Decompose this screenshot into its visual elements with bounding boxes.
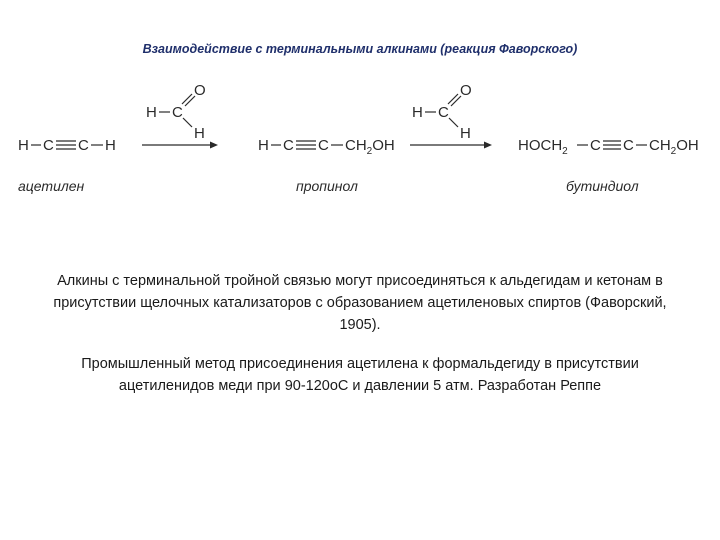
- acetylene-h-right: H: [105, 137, 116, 154]
- acetylene-c1: C: [43, 137, 54, 154]
- reagent1-h: H: [146, 104, 157, 121]
- slide-title: Взаимодействие с терминальными алкинами (реакция Фаворского): [142, 42, 578, 56]
- butynediol-c1: C: [590, 137, 601, 154]
- acetylene-c2: C: [78, 137, 89, 154]
- formaldehyde-reagent-2: [412, 82, 472, 142]
- acetylene-name: ацетилен: [18, 178, 85, 194]
- reagent1-o: O: [194, 82, 206, 99]
- reagent2-h-lower: H: [460, 125, 471, 142]
- propynol-name: пропинол: [296, 178, 358, 194]
- reppe-description: Промышленный метод присоединения ацетилена к формальдегиду в присутствии ацетиленидов меди при 90-120оС и давлении 5 атм. Разработан Реппе: [81, 356, 639, 394]
- butynediol-name: бутиндиол: [566, 178, 639, 194]
- propynol-formula: [258, 137, 395, 157]
- butynediol-hoch2: $HOCH_2$: [518, 137, 568, 157]
- reaction-arrow-1: [142, 142, 218, 149]
- butynediol-formula: [518, 137, 699, 157]
- reagent2-h: H: [412, 104, 423, 121]
- propynol-c1: C: [283, 137, 294, 154]
- reaction-scheme-svg: [0, 70, 720, 200]
- reagent1-c: C: [172, 104, 183, 121]
- reaction-scheme: [0, 70, 720, 200]
- formaldehyde-reagent-1: [146, 82, 206, 142]
- acetylene-formula: [18, 137, 116, 154]
- propynol-c2: C: [318, 137, 329, 154]
- propynol-ch2oh: $CH_2OH$: [345, 137, 395, 157]
- reagent2-o: O: [460, 82, 472, 99]
- acetylene-h-left: H: [18, 137, 29, 154]
- reagent2-c: C: [438, 104, 449, 121]
- reagent1-h-lower: H: [194, 125, 205, 142]
- favorsky-description: Алкины с терминальной тройной связью могут присоединяться к альдегидам и кетонам в присутствии щелочных катализаторов с образованием ацетиленовых спиртов (Фаворский, 1905).: [53, 273, 667, 333]
- butynediol-c2: C: [623, 137, 634, 154]
- propynol-h: H: [258, 137, 269, 154]
- reaction-arrow-2: [410, 142, 492, 149]
- butynediol-ch2oh: $CH_2OH$: [649, 137, 699, 157]
